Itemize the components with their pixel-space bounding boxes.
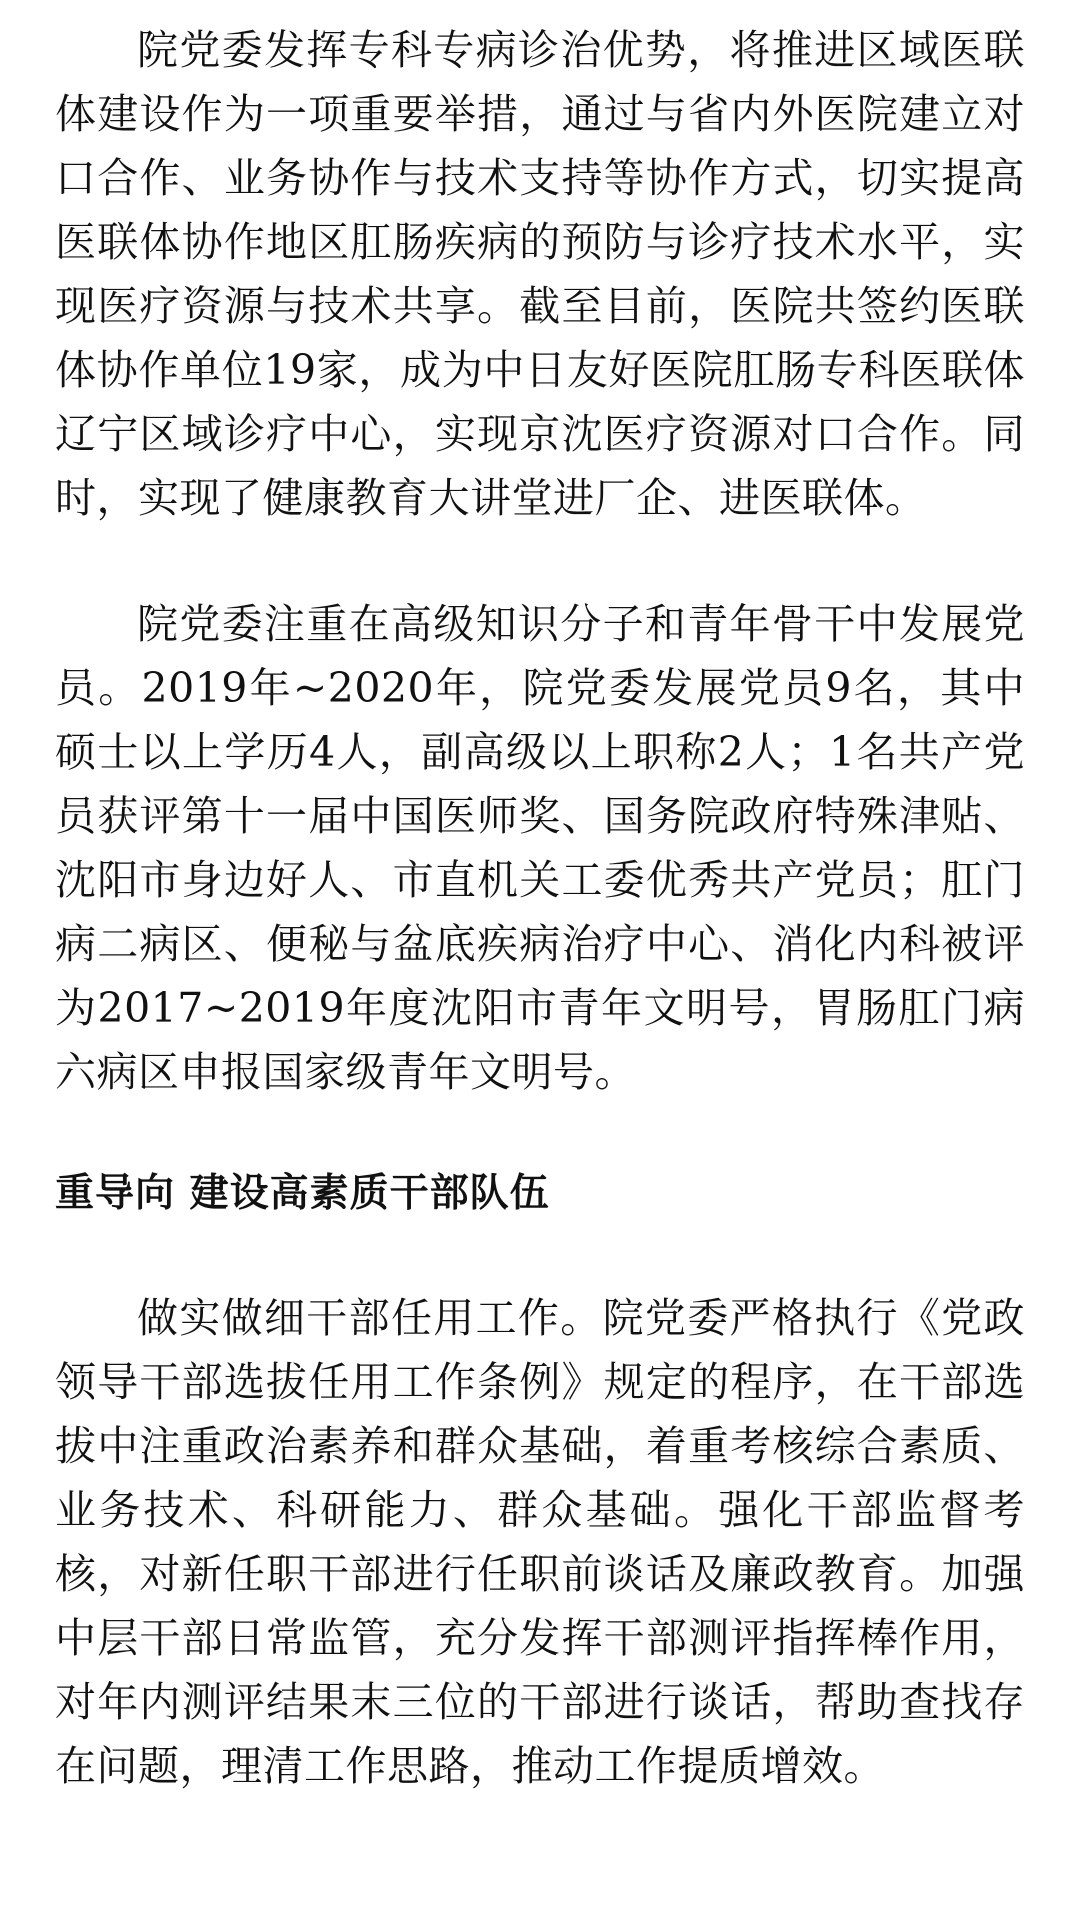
paragraph-medical-alliance: 院党委发挥专科专病诊治优势，将推进区域医联体建设作为一项重要举措，通过与省内外医院建立对口合作、业务协作与技术支持等协作方式，切实提高医联体协作地区肛肠疾病的预防与诊疗技术水平，实现医疗资源与技术共享。截至目前，医院共签约医联体协作单位19家，成为中日友好医院肛肠专科医联体辽宁区域诊疗中心，实现京沈医疗资源对口合作。同时，实现了健康教育大讲堂进厂企、进医联体。 [55,26,1025,522]
article-body [55,18,1025,1798]
paragraph-spacer [55,530,1025,592]
section-heading: 重导向 建设高素质干部队伍 [55,1171,550,1216]
paragraph-spacer [55,1226,1025,1286]
paragraph-party-development: 院党委注重在高级知识分子和青年骨干中发展党员。2019年~2020年，院党委发展党员9名，其中硕士以上学历4人，副高级以上职称2人；1名共产党员获评第十一届中国医师奖、国务院政府特殊津贴、沈阳市身边好人、市直机关工委优秀共产党员；肛门病二病区、便秘与盆底疾病治疗中心、消化内科被评为2017~2019年度沈阳市青年文明号，胃肠肛门病六病区申报国家级青年文明号。 [55,600,1025,1096]
paragraph-cadre-appointment: 做实做细干部任用工作。院党委严格执行《党政领导干部选拔任用工作条例》规定的程序，在干部选拔中注重政治素养和群众基础，着重考核综合素质、业务技术、科研能力、群众基础。强化干部监督考核，对新任职干部进行任职前谈话及廉政教育。加强中层干部日常监管，充分发挥干部测评指挥棒作用，对年内测评结果末三位的干部进行谈话，帮助查找存在问题，理清工作思路，推动工作提质增效。 [55,1294,1025,1790]
paragraph-spacer [55,1104,1025,1162]
